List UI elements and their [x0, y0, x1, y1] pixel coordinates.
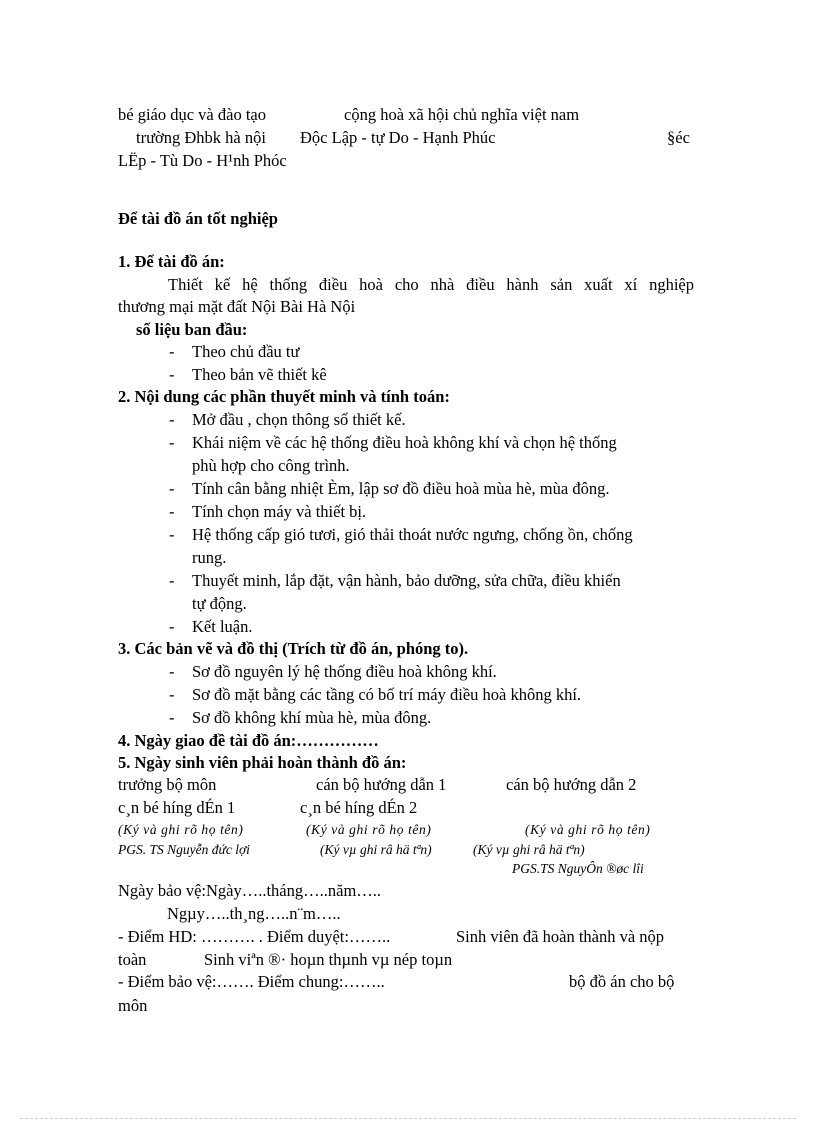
motto: Độc Lập - tự Do - Hạnh Phúc	[300, 128, 496, 147]
mon-text: môn	[118, 996, 148, 1015]
republic-name: cộng hoà xã hội chủ nghĩa việt nam	[344, 105, 580, 124]
score-defense: - Điểm bảo vệ:……. Điểm chung:……..	[118, 972, 385, 991]
advisor2-label: cán bộ hướng dẫn 2	[506, 775, 637, 794]
advisor-name: PGS. TS Nguyễn đức lợi	[118, 842, 250, 857]
garbled-advisor2: c¸n bé híng dÉn 2	[300, 798, 418, 817]
section1-line2: thương mại mặt đất Nội Bài Hà Nội	[118, 297, 356, 316]
section4-heading: 4. Ngày giao đề tài đồ án:……………	[118, 731, 379, 750]
section2-heading: 2. Nội dung các phần thuyết minh và tính toán:	[118, 387, 450, 406]
garbled-motto: LËp - Tù Do - H¹nh Phóc	[118, 151, 287, 170]
submit-text: bộ đồ án cho bộ	[569, 972, 675, 991]
sign-note: (Ký và ghi rõ họ tên)	[306, 822, 432, 837]
sign-note: (Ký và ghi rõ họ tên)	[118, 822, 244, 837]
garbled-text: §éc	[667, 128, 690, 147]
defense-date: Ngày bảo vệ:Ngày…..tháng…..năm…..	[118, 881, 382, 900]
toan-text: toàn	[118, 950, 147, 969]
ministry-name: bé giáo dục và đào tạo	[118, 105, 266, 124]
section1-subheading: số liệu ban đầu:	[136, 320, 248, 339]
garbled-advisor1: c¸n bé híng dÉn 1	[118, 798, 236, 817]
garbled-sign-note: (Ký vµ ghi râ hä tªn)	[320, 842, 432, 857]
garbled-completed: Sinh viªn ®· hoµn thµnh vµ nép toµn	[204, 950, 453, 969]
score-hd: - Điểm HD: ………. . Điểm duyệt:……..	[118, 927, 391, 946]
garbled-defense-date: Ngµy…..th¸ng…..n¨m…..	[167, 904, 341, 923]
school-name: trường Đhbk hà nội	[136, 128, 266, 147]
garbled-name: PGS.TS NguyÔn ®øc lîi	[512, 861, 644, 876]
section3-heading: 3. Các bản vẽ và đồ thị (Trích từ đồ án, phóng to).	[118, 639, 469, 658]
advisor1-label: cán bộ hướng dẫn 1	[316, 775, 447, 794]
page-bottom-rule	[20, 1118, 796, 1119]
section1-heading: 1. Để tài đồ án:	[118, 252, 225, 271]
completed-text: Sinh viên đã hoàn thành và nộp	[456, 927, 665, 946]
document-title: Để tài đồ án tốt nghiệp	[118, 209, 278, 228]
head-of-dept-label: trưởng bộ môn	[118, 775, 217, 794]
garbled-sign-note: (Ký vµ ghi râ hä tªn)	[473, 842, 585, 857]
section5-heading: 5. Ngày sinh viên phải hoàn thành đồ án:	[118, 753, 407, 772]
sign-note: (Ký và ghi rõ họ tên)	[525, 822, 651, 837]
section1-line1: Thiết kế hệ thống điều hoà cho nhà điều hành sản xuất xí nghiệp	[168, 275, 694, 294]
